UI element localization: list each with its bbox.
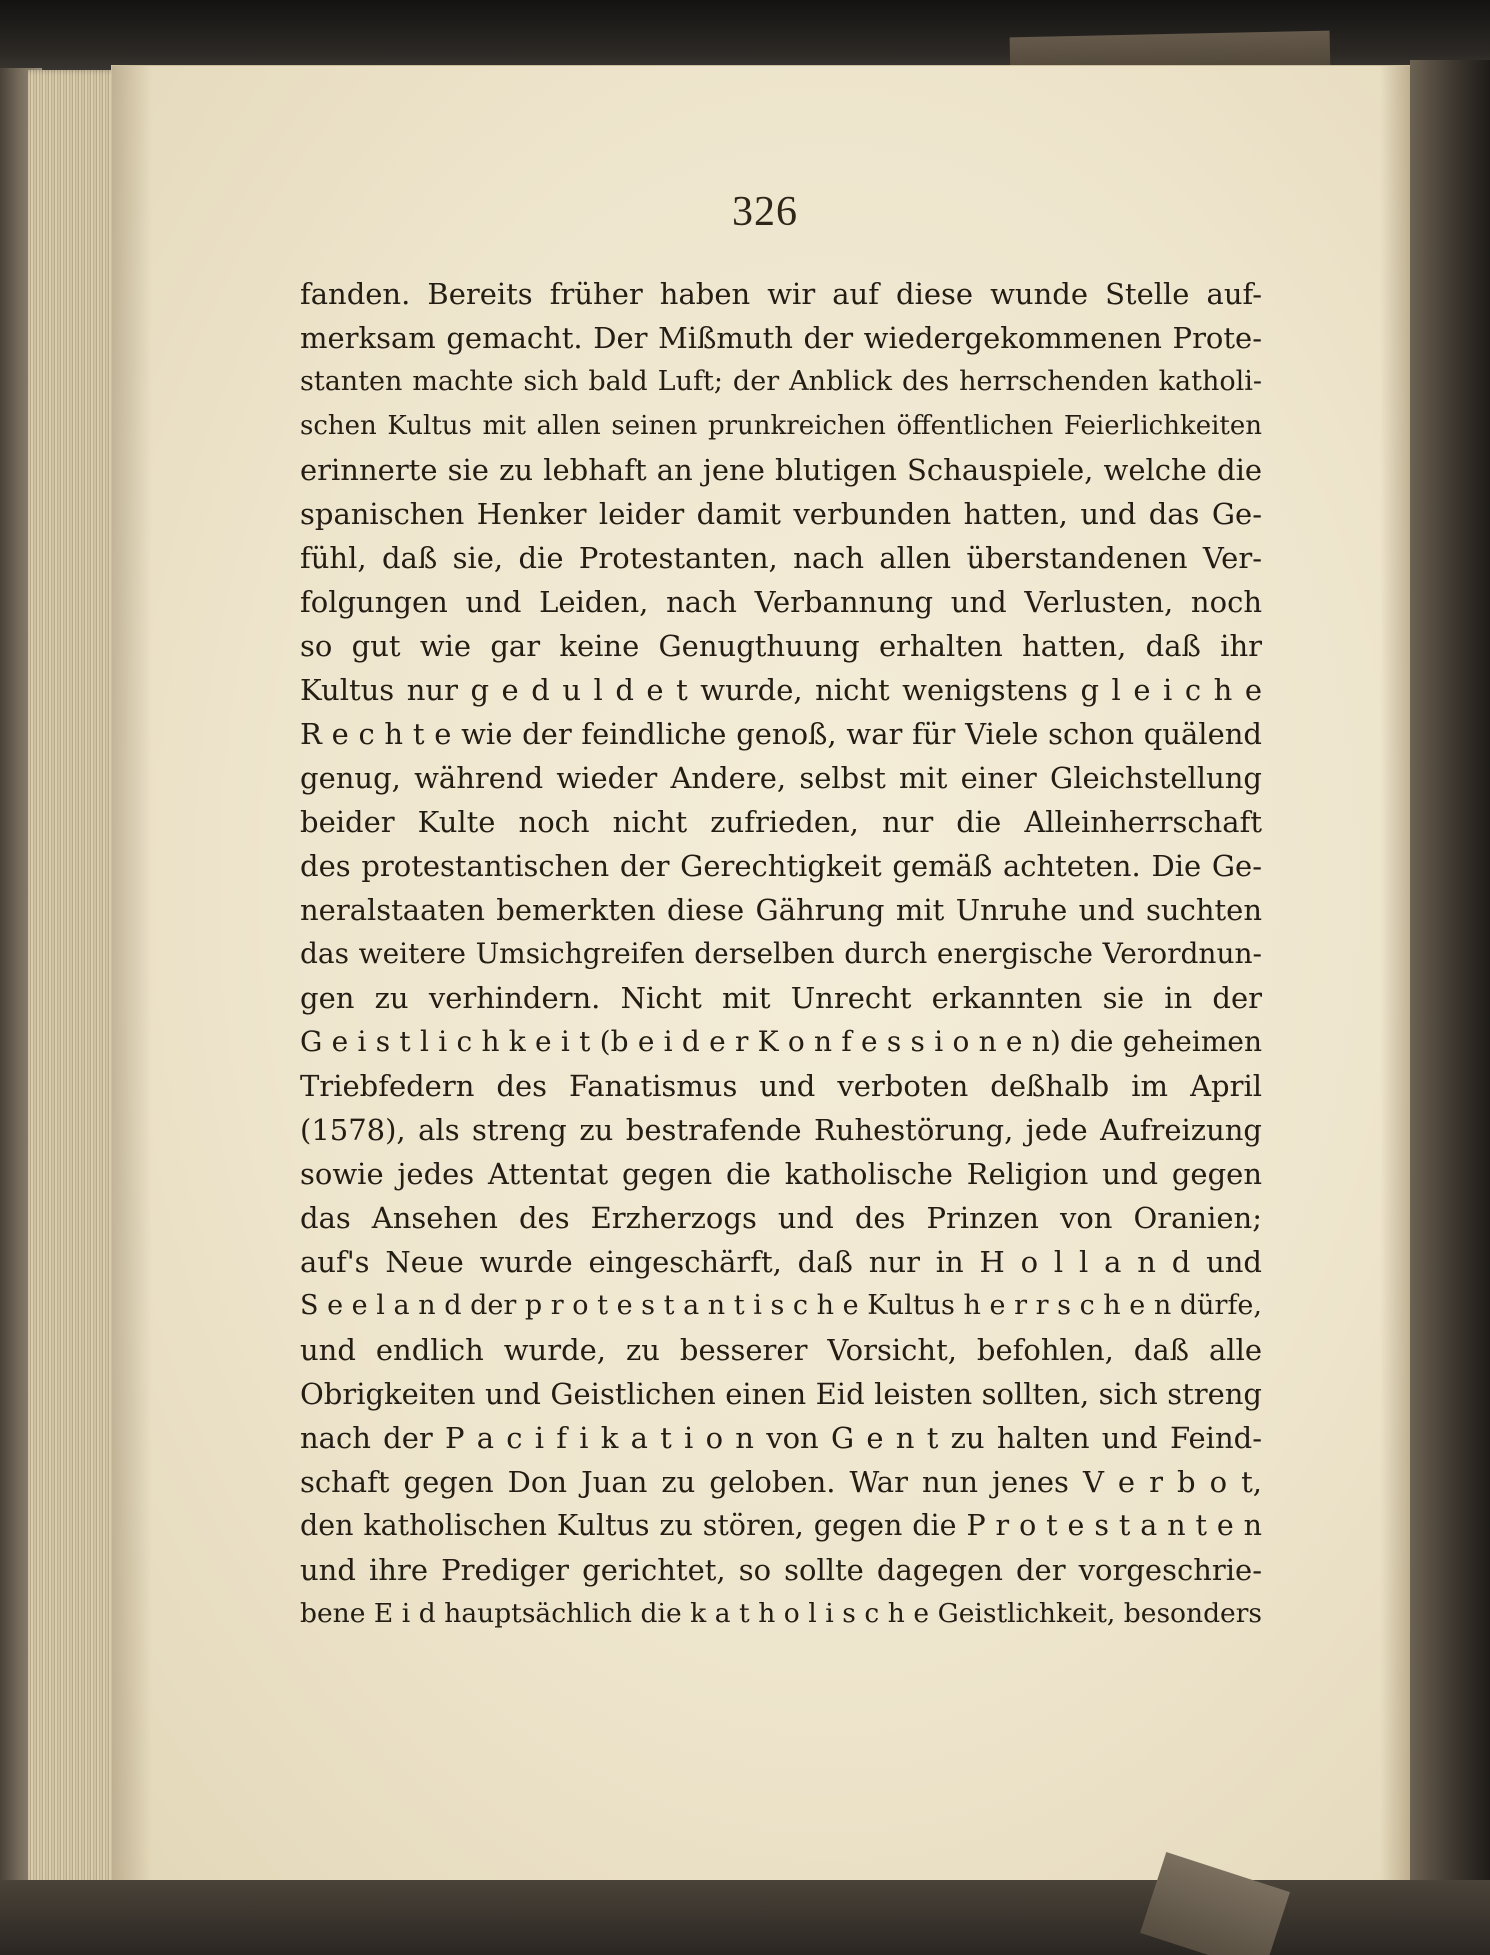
text-line: nach der P a c i f i k a t i o n von G e n t zu halten und Feind- [300, 1421, 1262, 1455]
text-line: Kultus nur g e d u l d e t wurde, nicht wenigstens g l e i c h e [300, 673, 1262, 707]
text-line: fanden. Bereits früher haben wir auf diese wunde Stelle auf- [300, 277, 1262, 311]
text-line: auf's Neue wurde eingeschärft, daß nur in H o l l a n d und [300, 1245, 1262, 1279]
text-line: gen zu verhindern. Nicht mit Unrecht erkannten sie in der [300, 981, 1262, 1015]
page-number: 326 [732, 189, 798, 235]
text-line: merksam gemacht. Der Mißmuth der wiedergekommenen Prote- [300, 321, 1262, 355]
page-gutter-shadow [112, 66, 152, 1886]
text-line: fühl, daß sie, die Protestanten, nach allen überstandenen Ver- [300, 541, 1262, 575]
text-line: R e c h t e wie der feindliche genoß, war für Viele schon quälend [300, 717, 1262, 751]
facing-page-edge [1410, 60, 1490, 1955]
text-line: neralstaaten bemerkten diese Gährung mit Unruhe und suchten [300, 893, 1262, 927]
text-line: das Ansehen des Erzherzogs und des Prinzen von Oranien; [300, 1201, 1262, 1235]
text-line: spanischen Henker leider damit verbunden hatten, und das Ge- [300, 497, 1262, 531]
text-line: erinnerte sie zu lebhaft an jene blutigen Schauspiele, welche die [300, 453, 1262, 487]
text-line: (1578), als streng zu bestrafende Ruhestörung, jede Aufreizung [300, 1113, 1262, 1147]
text-line: folgungen und Leiden, nach Verbannung und Verlusten, noch [300, 585, 1262, 619]
text-line: G e i s t l i c h k e i t (b e i d e r K o n f e s s i o n e n) die geheimen [300, 1025, 1262, 1058]
text-line: den katholischen Kultus zu stören, gegen die P r o t e s t a n t e n [300, 1509, 1262, 1542]
body-text [300, 272, 1262, 1636]
text-line: Obrigkeiten und Geistlichen einen Eid leisten sollten, sich streng [300, 1377, 1262, 1411]
text-line: beider Kulte noch nicht zufrieden, nur die Alleinherrschaft [300, 805, 1262, 839]
text-line: schen Kultus mit allen seinen prunkreichen öffentlichen Feierlichkeiten [300, 411, 1262, 441]
text-line: des protestantischen der Gerechtigkeit gemäß achteten. Die Ge- [300, 849, 1262, 883]
text-line: und endlich wurde, zu besserer Vorsicht, befohlen, daß alle [300, 1333, 1262, 1367]
text-line: genug, während wieder Andere, selbst mit einer Gleichstellung [300, 761, 1262, 795]
text-line: schaft gegen Don Juan zu geloben. War nun jenes V e r b o t, [300, 1465, 1262, 1499]
text-line: sowie jedes Attentat gegen die katholische Religion und gegen [300, 1157, 1262, 1191]
text-line: stanten machte sich bald Luft; der Anblick des herrschenden katholi- [300, 366, 1262, 397]
text-line: so gut wie gar keine Genugthuung erhalten hatten, daß ihr [300, 629, 1262, 663]
text-line: bene E i d hauptsächlich die k a t h o l i s c h e Geistlichkeit, besonders [300, 1598, 1262, 1629]
text-line: Triebfedern des Fanatismus und verboten deßhalb im April [300, 1069, 1262, 1103]
text-line: S e e l a n d der p r o t e s t a n t i s c h e Kultus h e r r s c h e n dürfe, [300, 1290, 1262, 1321]
text-line: und ihre Prediger gerichtet, so sollte dagegen der vorgeschrie- [300, 1553, 1262, 1587]
text-line: das weitere Umsichgreifen derselben durch energische Verordnun- [300, 937, 1262, 970]
